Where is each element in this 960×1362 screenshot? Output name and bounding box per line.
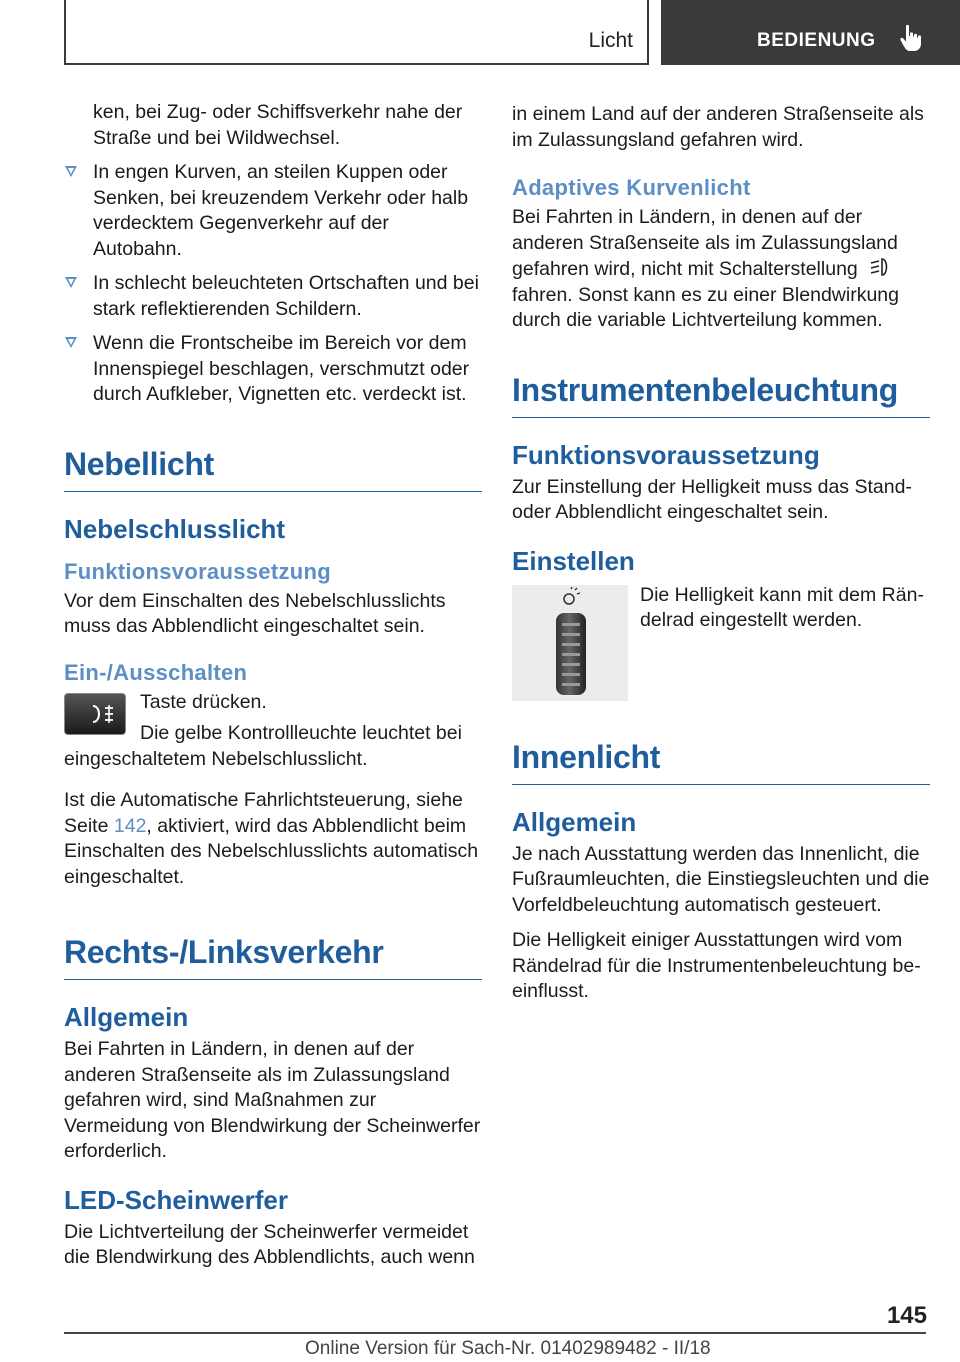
heading-led-scheinwerfer: LED-Scheinwerfer (64, 1184, 288, 1215)
list-item-text: In schlecht beleuchteten Ortschaften und bei stark reflektierenden Schildern. (93, 272, 479, 320)
heading-nebelschlusslicht: Nebelschlusslicht (64, 513, 286, 544)
paragraph-allgemein: Bei Fahrten in Ländern, in denen auf der anderen Straßenseite als im Zulassungsland gefahren wird, sind Maßnahmen zur Vermeidung von Blendwirkung der Scheinwerfer erforderlich. (64, 1038, 481, 1162)
heading-allgemein-right: Allgemein (512, 806, 637, 837)
paragraph-allgemein-right-2: Die Helligkeit einiger Ausstattungen wird vom Rändelrad für die Instrumentenbeleuchtung beeinflusst. (512, 929, 921, 1002)
bullet-list (64, 100, 482, 408)
header-section-title: Licht (588, 29, 633, 52)
list-item-text: In engen Kurven, an steilen Kuppen oder Senken, bei kreuzendem Verkehr oder halb verdecktem Gegenverkehr auf der Autobahn. (93, 161, 469, 260)
heading-rechts-linksverkehr: Rechts-/Linksverkehr (64, 934, 482, 980)
page-reference-link[interactable]: 142 (113, 814, 147, 837)
paragraph-automatik (64, 788, 482, 890)
list-item-text: Wenn die Frontscheibe im Bereich vor dem Innenspiegel beschlagen, verschmutzt oder durch Aufkleber, Vignetten etc. verdeckt ist. (93, 332, 470, 405)
paragraph-adaptiv-text-2: fahren. Sonst kann es zu einer Blendwirkung durch die variable Lichtverteilung kommen. (512, 283, 899, 331)
paragraph-automatik-text-2: , aktiviert, wird das Abblendlicht beim Einschalten des Nebelschlusslichts automatisch eingeschaltet. (64, 814, 479, 888)
list-item (64, 331, 482, 408)
triangle-bullet-icon (65, 337, 77, 348)
paragraph-funktion-right: Zur Einstellung der Helligkeit muss das Stand- oder Abblendlicht eingeschaltet sein. (512, 475, 912, 523)
list-item-text: ken, bei Zug- oder Schiffsverkehr nahe der Straße und bei Wildwechsel. (93, 101, 463, 149)
paragraph-continued: in einem Land auf der anderen Straßenseite als im Zulassungsland gefahren wird. (512, 103, 924, 151)
paragraph-taste: Taste drücken. (140, 690, 267, 713)
heading-ein-ausschalten: Ein-/Ausschalten (64, 659, 248, 685)
triangle-bullet-icon (65, 166, 77, 177)
heading-allgemein: Allgemein (64, 1002, 189, 1032)
paragraph-einstellen: Die Helligkeit kann mit dem Rändelrad eingestellt werden. (640, 583, 924, 631)
paragraph-kontrollleuchte: Die gelbe Kontrollleuchte leuchtet bei eingeschaltetem Nebelschlusslicht. (64, 722, 462, 770)
low-beam-switch-icon (864, 256, 894, 278)
pointing-hand-icon (899, 24, 923, 52)
fog-light-button-image (64, 693, 126, 735)
list-item (64, 271, 482, 322)
left-column (64, 100, 482, 1271)
paragraph-automatik-text-1: Ist die Automatische Fahrlichtsteuerung, siehe Seite (64, 789, 463, 837)
rear-fog-light-icon (89, 703, 119, 725)
paragraph-adaptiv (512, 205, 930, 334)
header-chapter-tab (661, 0, 960, 65)
heading-funktionsvoraussetzung: Funktionsvoraussetzung (64, 558, 331, 584)
list-item (64, 100, 482, 151)
header-section-tab (64, 0, 649, 65)
paragraph-funktion: Vor dem Einschalten des Nebelschlusslichts muss das Abblendlicht eingeschaltet sein. (64, 589, 446, 637)
page-number: 145 (886, 1302, 927, 1329)
thumbwheel (556, 613, 586, 695)
footer-online-version: Online Version für Sach-Nr. 01402989482 - II/18 (305, 1338, 711, 1359)
paragraph-allgemein-right-1: Je nach Ausstattung werden das Innenlicht, die Fußraumleuchten, die Einstiegsleuchten und die Vorfeldbeleuchtung automatisch gesteuert. (512, 842, 930, 916)
heading-innenlicht: Innenlicht (512, 739, 930, 785)
list-item (64, 160, 482, 262)
right-column (512, 102, 930, 1005)
header-chapter-title: BEDIENUNG (757, 30, 876, 51)
paragraph-adaptiv-text-1: Bei Fahrten in Ländern, in denen auf der anderen Straßenseite als im Zulassungsland gefahren wird, nicht mit Schalterstellung (512, 206, 898, 280)
heading-einstellen: Einstellen (512, 545, 635, 576)
footer-divider (64, 1332, 926, 1334)
instrument-lighting-icon (560, 587, 582, 609)
triangle-bullet-icon (65, 277, 77, 288)
heading-funktionsvoraussetzung-right: Funktionsvoraussetzung (512, 439, 820, 470)
heading-adaptives-kurvenlicht: Adaptives Kurvenlicht (512, 175, 751, 200)
heading-nebellicht: Nebellicht (64, 446, 482, 492)
paragraph-led: Die Lichtverteilung der Scheinwerfer vermeidet die Blendwirkung des Abblendlichts, auch wenn (64, 1220, 475, 1268)
thumbwheel-image (512, 585, 628, 701)
heading-instrumentenbeleuchtung: Instrumentenbeleuchtung (512, 372, 930, 418)
